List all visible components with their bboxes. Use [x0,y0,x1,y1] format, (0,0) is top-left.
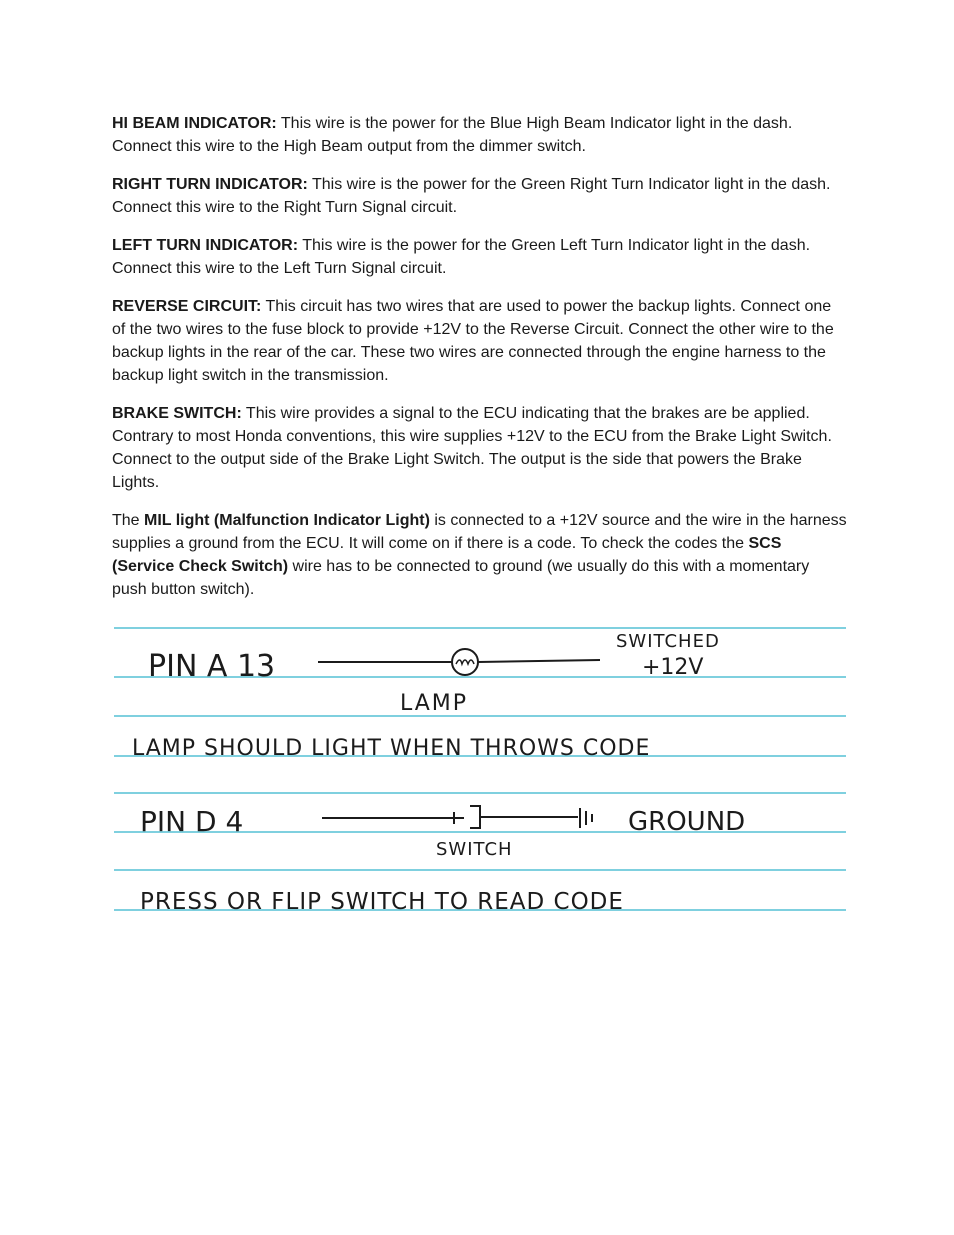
switch-contact-right [470,806,480,828]
text-reverse: This circuit has two wires that are used to power the backup lights. Connect one of the two wires to the fuse block to provide +12V to the Reverse Circuit. Connect the other wire to the backup lights in the rear of the car. These two wires are connected through the engine harness to the backup light switch in the transmission. [112,298,834,384]
paragraph-left-turn [112,234,847,280]
label-ground: GROUND [628,807,746,837]
mil-text-1: The [112,512,145,529]
label-switch: SWITCH [436,839,513,860]
wire-to-switched [478,660,600,662]
label-left-turn: LEFT TURN INDICATOR: [112,237,299,254]
label-hi-beam: HI BEAM INDICATOR: [112,115,277,132]
mil-text-2: is connected to a +12V source and the wire in the harness supplies a ground from the ECU. It will come on if there is a code. To check the codes the [112,512,847,552]
label-lamp: LAMP [400,691,469,716]
body-text [112,112,847,616]
scs-bold-term: SCS (Service Check Switch) [112,535,782,575]
label-reverse: REVERSE CIRCUIT: [112,298,262,315]
text-left-turn: This wire is the power for the Green Left Turn Indicator light in the dash. Connect this wire to the Left Turn Signal circuit. [112,237,811,277]
paragraph-brake [112,402,847,494]
paragraph-hi-beam [112,112,847,158]
text-brake: This wire provides a signal to the ECU indicating that the brakes are be applied. Contrary to most Honda conventions, this wire supplies +12V to the ECU from the Brake Light Switch. Connect to the output side of the Brake Light Switch. The output is the side that powers the Brake Lights. [112,405,832,491]
label-right-turn: RIGHT TURN INDICATOR: [112,176,308,193]
text-hi-beam: This wire is the power for the Blue High Beam Indicator light in the dash. Connect this wire to the High Beam output from the dimmer switch. [112,115,793,155]
paragraph-mil [112,509,847,601]
text-right-turn: This wire is the power for the Green Right Turn Indicator light in the dash. Connect this wire to the Right Turn Signal circuit. [112,176,831,216]
mil-bold-term: MIL light (Malfunction Indicator Light) [144,512,430,529]
switch-icon [447,806,480,828]
label-switched: SWITCHED [616,631,720,652]
label-brake: BRAKE SWITCH: [112,405,242,422]
label-plus12v: +12V [642,655,704,680]
ground-symbol-icon [580,808,592,828]
handwritten-wiring-sketch [112,618,848,928]
label-pin-a13: PIN A 13 [148,649,276,684]
lamp-filament-icon [456,660,474,664]
press-note: PRESS OR FLIP SWITCH TO READ CODE [140,889,624,915]
lamp-note: LAMP SHOULD LIGHT WHEN THROWS CODE [132,736,651,761]
lamp-icon [452,649,478,675]
paragraph-reverse [112,295,847,387]
label-pin-d4: PIN D 4 [140,805,244,838]
mil-text-3: wire has to be connected to ground (we usually do this with a momentary push button switch). [112,558,810,598]
paragraph-right-turn [112,173,847,219]
